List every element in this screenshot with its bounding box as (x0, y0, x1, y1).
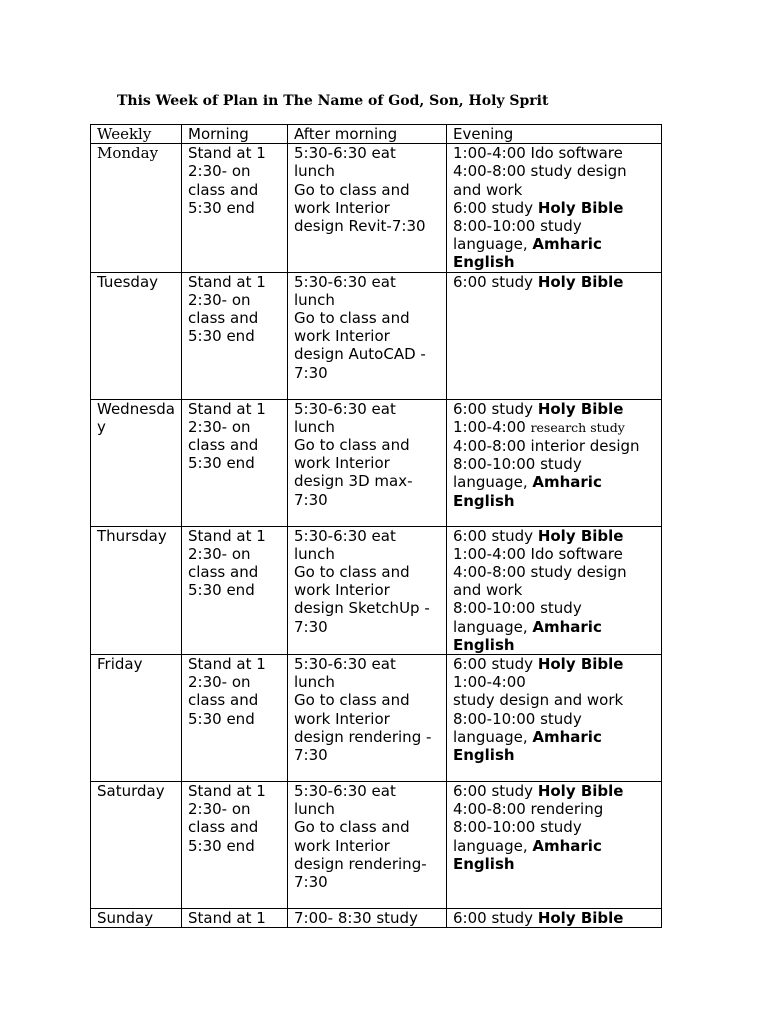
evening-line (453, 599, 655, 654)
morning-cell: Stand at 1 2:30- on class and 5:30 end (182, 272, 288, 399)
text: 6:00 study (453, 782, 538, 801)
table-row (91, 399, 662, 526)
evening-line (453, 217, 655, 272)
evening-cell (447, 782, 662, 909)
evening-line (453, 545, 655, 563)
morning-cell: Stand at 1 2:30- on class and 5:30 end (182, 655, 288, 782)
text: 6:00 study (453, 272, 538, 291)
after-morning-cell (288, 909, 447, 928)
bold-text: Amharic English (453, 836, 602, 873)
evening-line (453, 710, 655, 765)
text: 6:00 study (453, 526, 538, 545)
evening-line (453, 162, 655, 198)
day-cell: Monday (91, 144, 182, 272)
header-weekly: Weekly (91, 125, 182, 144)
day-cell: Thursday (91, 526, 182, 654)
table-row (91, 655, 662, 782)
bold-text: Holy Bible (537, 526, 624, 545)
text: 6:00 study (453, 909, 538, 928)
after-morning-line: 5:30-6:30 eat lunch (294, 272, 396, 309)
evening-line (453, 909, 655, 927)
day-cell: Saturday (91, 782, 182, 909)
bold-text: Holy Bible (537, 655, 624, 674)
day-cell: Tuesday (91, 272, 182, 399)
morning-cell: Stand at 1 2:30- on class and 5:30 end (182, 144, 288, 272)
bold-text: Amharic English (453, 235, 602, 272)
after-morning-line: Go to class and work Interior design rendering - 7:30 (294, 691, 432, 765)
after-morning-cell (288, 144, 447, 272)
bold-text: Holy Bible (537, 272, 624, 291)
after-morning-cell (288, 655, 447, 782)
text: 8:00-10:00 study language, (453, 217, 582, 254)
evening-cell (447, 655, 662, 782)
text: 4:00-8:00 interior design (453, 437, 640, 456)
text: study design and work (453, 691, 624, 710)
after-morning-line: Go to class and work Interior design rendering- 7:30 (294, 818, 427, 892)
weekly-plan-table (90, 124, 662, 928)
evening-cell (447, 399, 662, 526)
bold-text: Holy Bible (537, 782, 624, 801)
evening-line (453, 455, 655, 510)
after-morning-cell (288, 782, 447, 909)
morning-cell: Stand at 1 2:30- on class and 5:30 end (182, 399, 288, 526)
text: research study (530, 419, 625, 435)
morning-cell: Stand at 1 2:30- on class and 5:30 end (182, 526, 288, 654)
text: 8:00-10:00 study language, (453, 709, 582, 746)
evening-cell (447, 272, 662, 399)
evening-line (453, 818, 655, 873)
table-row (91, 526, 662, 654)
bold-text: Holy Bible (537, 909, 624, 928)
bold-text: Holy Bible (537, 399, 624, 418)
after-morning-line: 5:30-6:30 eat lunch (294, 144, 396, 181)
evening-line (453, 437, 655, 455)
evening-line (453, 418, 655, 437)
evening-line (453, 144, 655, 162)
after-morning-line: Go to class and work Interior design Revit-7:30 (294, 180, 426, 236)
evening-line (453, 400, 655, 418)
header-morning: Morning (182, 125, 288, 144)
table-row (91, 272, 662, 399)
evening-cell (447, 144, 662, 272)
evening-line (453, 273, 655, 291)
table-row (91, 782, 662, 909)
after-morning-line: 5:30-6:30 eat lunch (294, 399, 396, 436)
text: 1:00-4:00 (453, 417, 531, 436)
after-morning-line: Go to class and work Interior design 3D max- 7:30 (294, 436, 413, 509)
evening-cell (447, 526, 662, 654)
bold-text: Amharic English (453, 617, 602, 654)
text: 1:00-4:00 Ido software (453, 544, 623, 563)
after-morning-line: 5:30-6:30 eat lunch (294, 655, 396, 692)
evening-line (453, 691, 655, 709)
after-morning-line: Go to class and work Interior design AutoCAD - 7:30 (294, 309, 426, 382)
after-morning-cell (288, 526, 447, 654)
text: 6:00 study (453, 399, 538, 418)
text: 1:00-4:00 (453, 673, 526, 692)
text: 1:00-4:00 Ido software (453, 144, 623, 163)
table-row (91, 909, 662, 928)
text: 6:00 study (453, 655, 538, 674)
text: 4:00-8:00 study design and work (453, 563, 627, 600)
bold-text: Amharic English (453, 727, 602, 765)
header-evening: Evening (447, 125, 662, 144)
bold-text: Holy Bible (537, 198, 624, 217)
document-title: This Week of Plan in The Name of God, Son, Holy Sprit (117, 93, 549, 109)
after-morning-line: 7:00- 8:30 study (294, 909, 418, 928)
evening-cell (447, 909, 662, 928)
text: 8:00-10:00 study language, (453, 455, 582, 492)
day-cell: Friday (91, 655, 182, 782)
header-row (91, 125, 662, 144)
table-body (91, 125, 662, 928)
after-morning-line: 5:30-6:30 eat lunch (294, 782, 396, 819)
evening-line (453, 563, 655, 599)
text: 4:00-8:00 rendering (453, 800, 604, 819)
after-morning-line: 5:30-6:30 eat lunch (294, 526, 396, 563)
after-morning-cell (288, 272, 447, 399)
morning-cell: Stand at 1 2:30- on class and 5:30 end (182, 782, 288, 909)
evening-line (453, 199, 655, 217)
evening-line (453, 800, 655, 818)
evening-line (453, 655, 655, 673)
evening-line (453, 527, 655, 545)
after-morning-cell (288, 399, 447, 526)
text: 8:00-10:00 study language, (453, 818, 582, 855)
text: 6:00 study (453, 198, 538, 217)
morning-cell: Stand at 1 (182, 909, 288, 928)
text: 8:00-10:00 study language, (453, 599, 582, 636)
table-row (91, 144, 662, 272)
evening-line (453, 782, 655, 800)
day-cell: Wednesday (91, 399, 182, 526)
day-cell: Sunday (91, 909, 182, 928)
bold-text: Amharic English (453, 473, 602, 510)
header-after-morning: After morning (288, 125, 447, 144)
evening-line (453, 673, 655, 691)
text: 4:00-8:00 study design and work (453, 162, 627, 199)
after-morning-line: Go to class and work Interior design SketchUp - 7:30 (294, 563, 430, 636)
